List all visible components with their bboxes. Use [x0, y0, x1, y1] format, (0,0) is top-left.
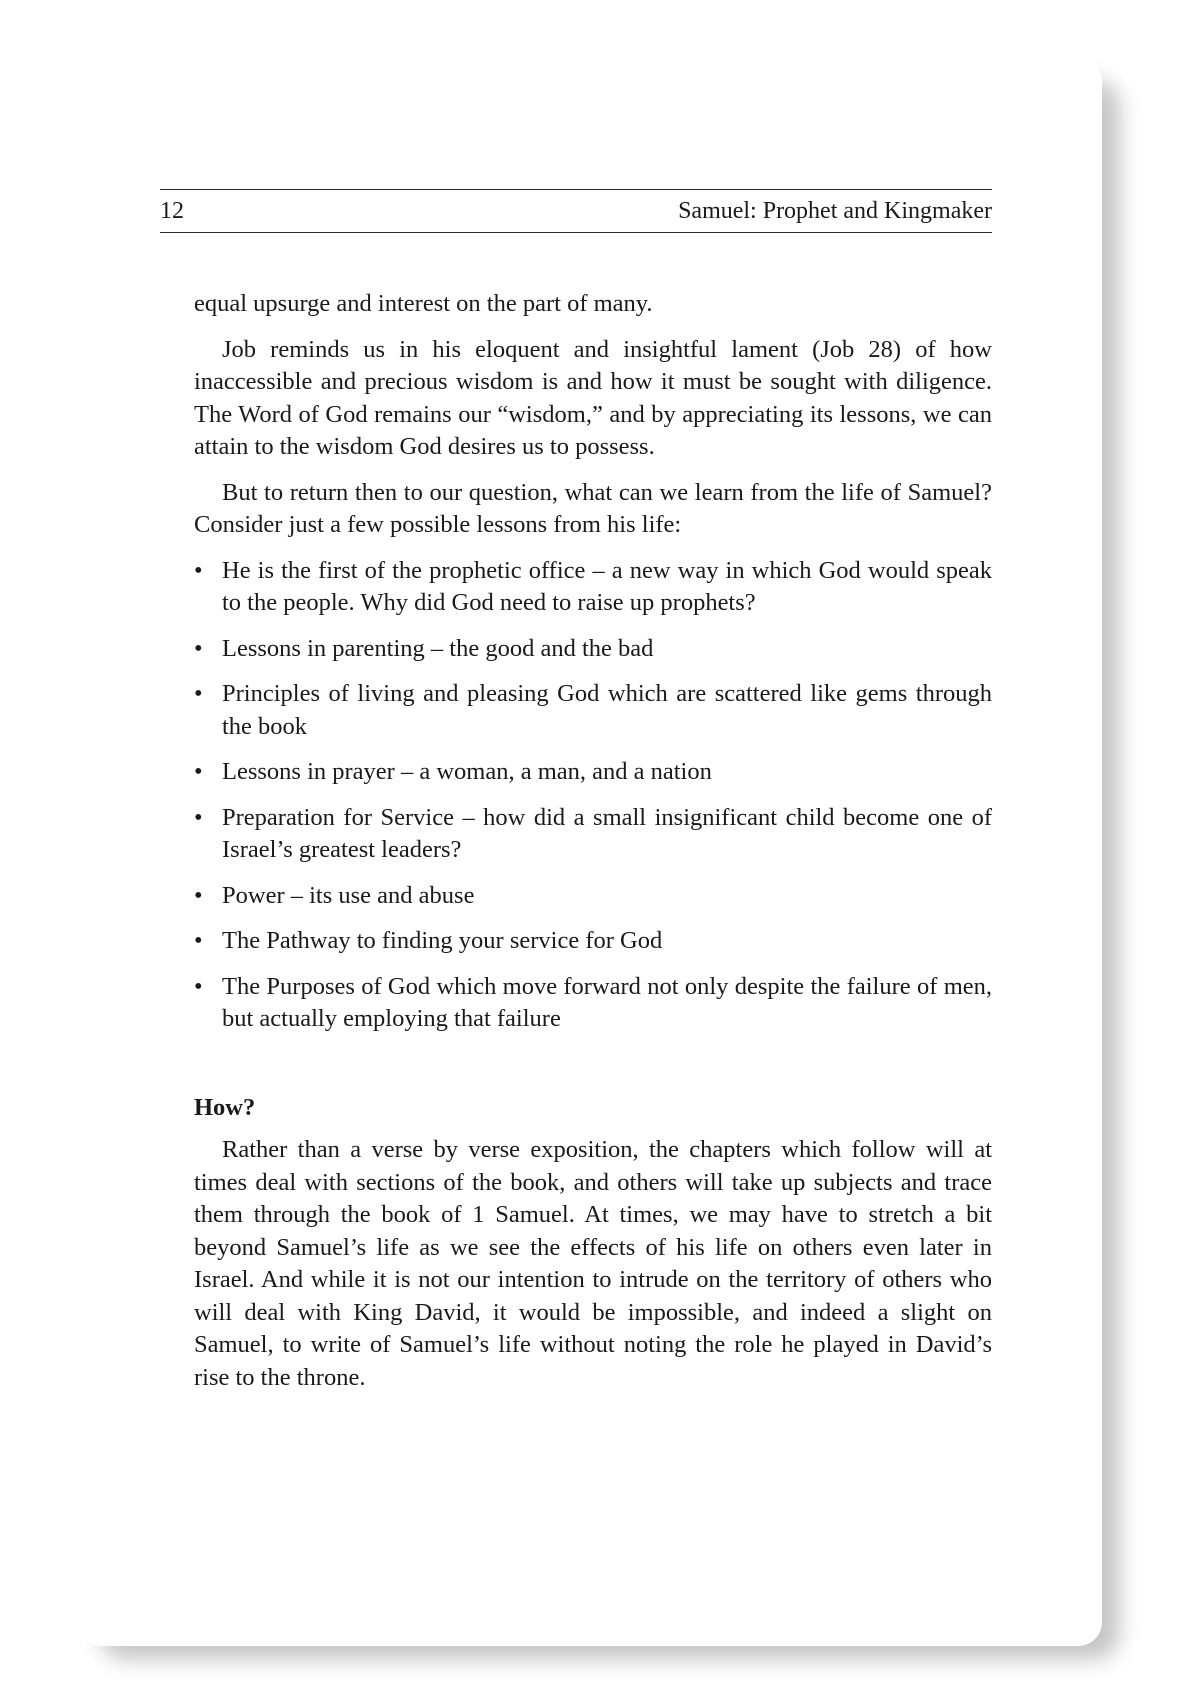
list-item [194, 802, 992, 867]
list-item [194, 678, 992, 743]
list-item [194, 880, 992, 913]
job-paragraph: Job reminds us in his eloquent and insightful lament (Job 28) of how inaccessible and precious wisdom is and how it must be sought with diligence. The Word of God remains our “wisdom,” and by appreciating its lessons, we can attain to the wisdom God desires us to possess. [194, 335, 992, 460]
continued-paragraph: equal upsurge and interest on the part of many. [194, 290, 653, 317]
bullet-icon: • [194, 803, 203, 831]
bullet-icon: • [194, 556, 203, 584]
list-item-text: Principles of living and pleasing God which are scattered like gems through the book [222, 680, 992, 740]
list-item [194, 925, 992, 958]
lessons-list [194, 555, 992, 1036]
bullet-icon: • [194, 680, 203, 707]
list-item [194, 633, 992, 666]
section-heading: How? [194, 1093, 256, 1121]
list-item-text: Lessons in parenting – the good and the bad [222, 634, 654, 662]
list-item-text: The Pathway to finding your service for God [222, 927, 663, 954]
bullet-icon: • [194, 972, 203, 1000]
bullet-icon: • [194, 758, 203, 785]
page-number: 12 [160, 197, 184, 224]
bullet-icon: • [194, 634, 203, 662]
running-head [160, 189, 992, 233]
bullet-icon: • [194, 927, 203, 954]
bullet-icon: • [194, 881, 203, 909]
list-item-text: The Purposes of God which move forward not only despite the failure of men, but actually employing that failure [222, 972, 992, 1032]
list-item-text: Preparation for Service – how did a small insignificant child become one of Israel’s greatest leaders? [222, 803, 992, 863]
list-item-text: Power – its use and abuse [222, 881, 475, 909]
book-title: Samuel: Prophet and Kingmaker [678, 197, 992, 224]
list-item-text: He is the first of the prophetic office – a new way in which God would speak to the people. Why did God need to raise up prophets? [222, 556, 992, 616]
list-item [194, 971, 992, 1036]
list-item-text: Lessons in prayer – a woman, a man, and a nation [222, 758, 712, 785]
page-body [194, 288, 992, 1407]
question-paragraph: But to return then to our question, what can we learn from the life of Samuel? Consider just a few possible lessons from his life: [194, 478, 992, 538]
section-paragraph: Rather than a verse by verse exposition, the chapters which follow will at times deal with sections of the book, and others will take up subjects and trace them through the book of 1 Samuel. At times, we may have to stretch a bit beyond Samuel’s life as we see the effects of his life on others even later in Israel. And while it is not our intention to intrude on the territory of others who will deal with King David, it would be impossible, and indeed a slight on Samuel, to write of Samuel’s life without noting the role he played in David’s rise to the throne. [194, 1136, 992, 1391]
list-item [194, 756, 992, 789]
list-item [194, 555, 992, 620]
